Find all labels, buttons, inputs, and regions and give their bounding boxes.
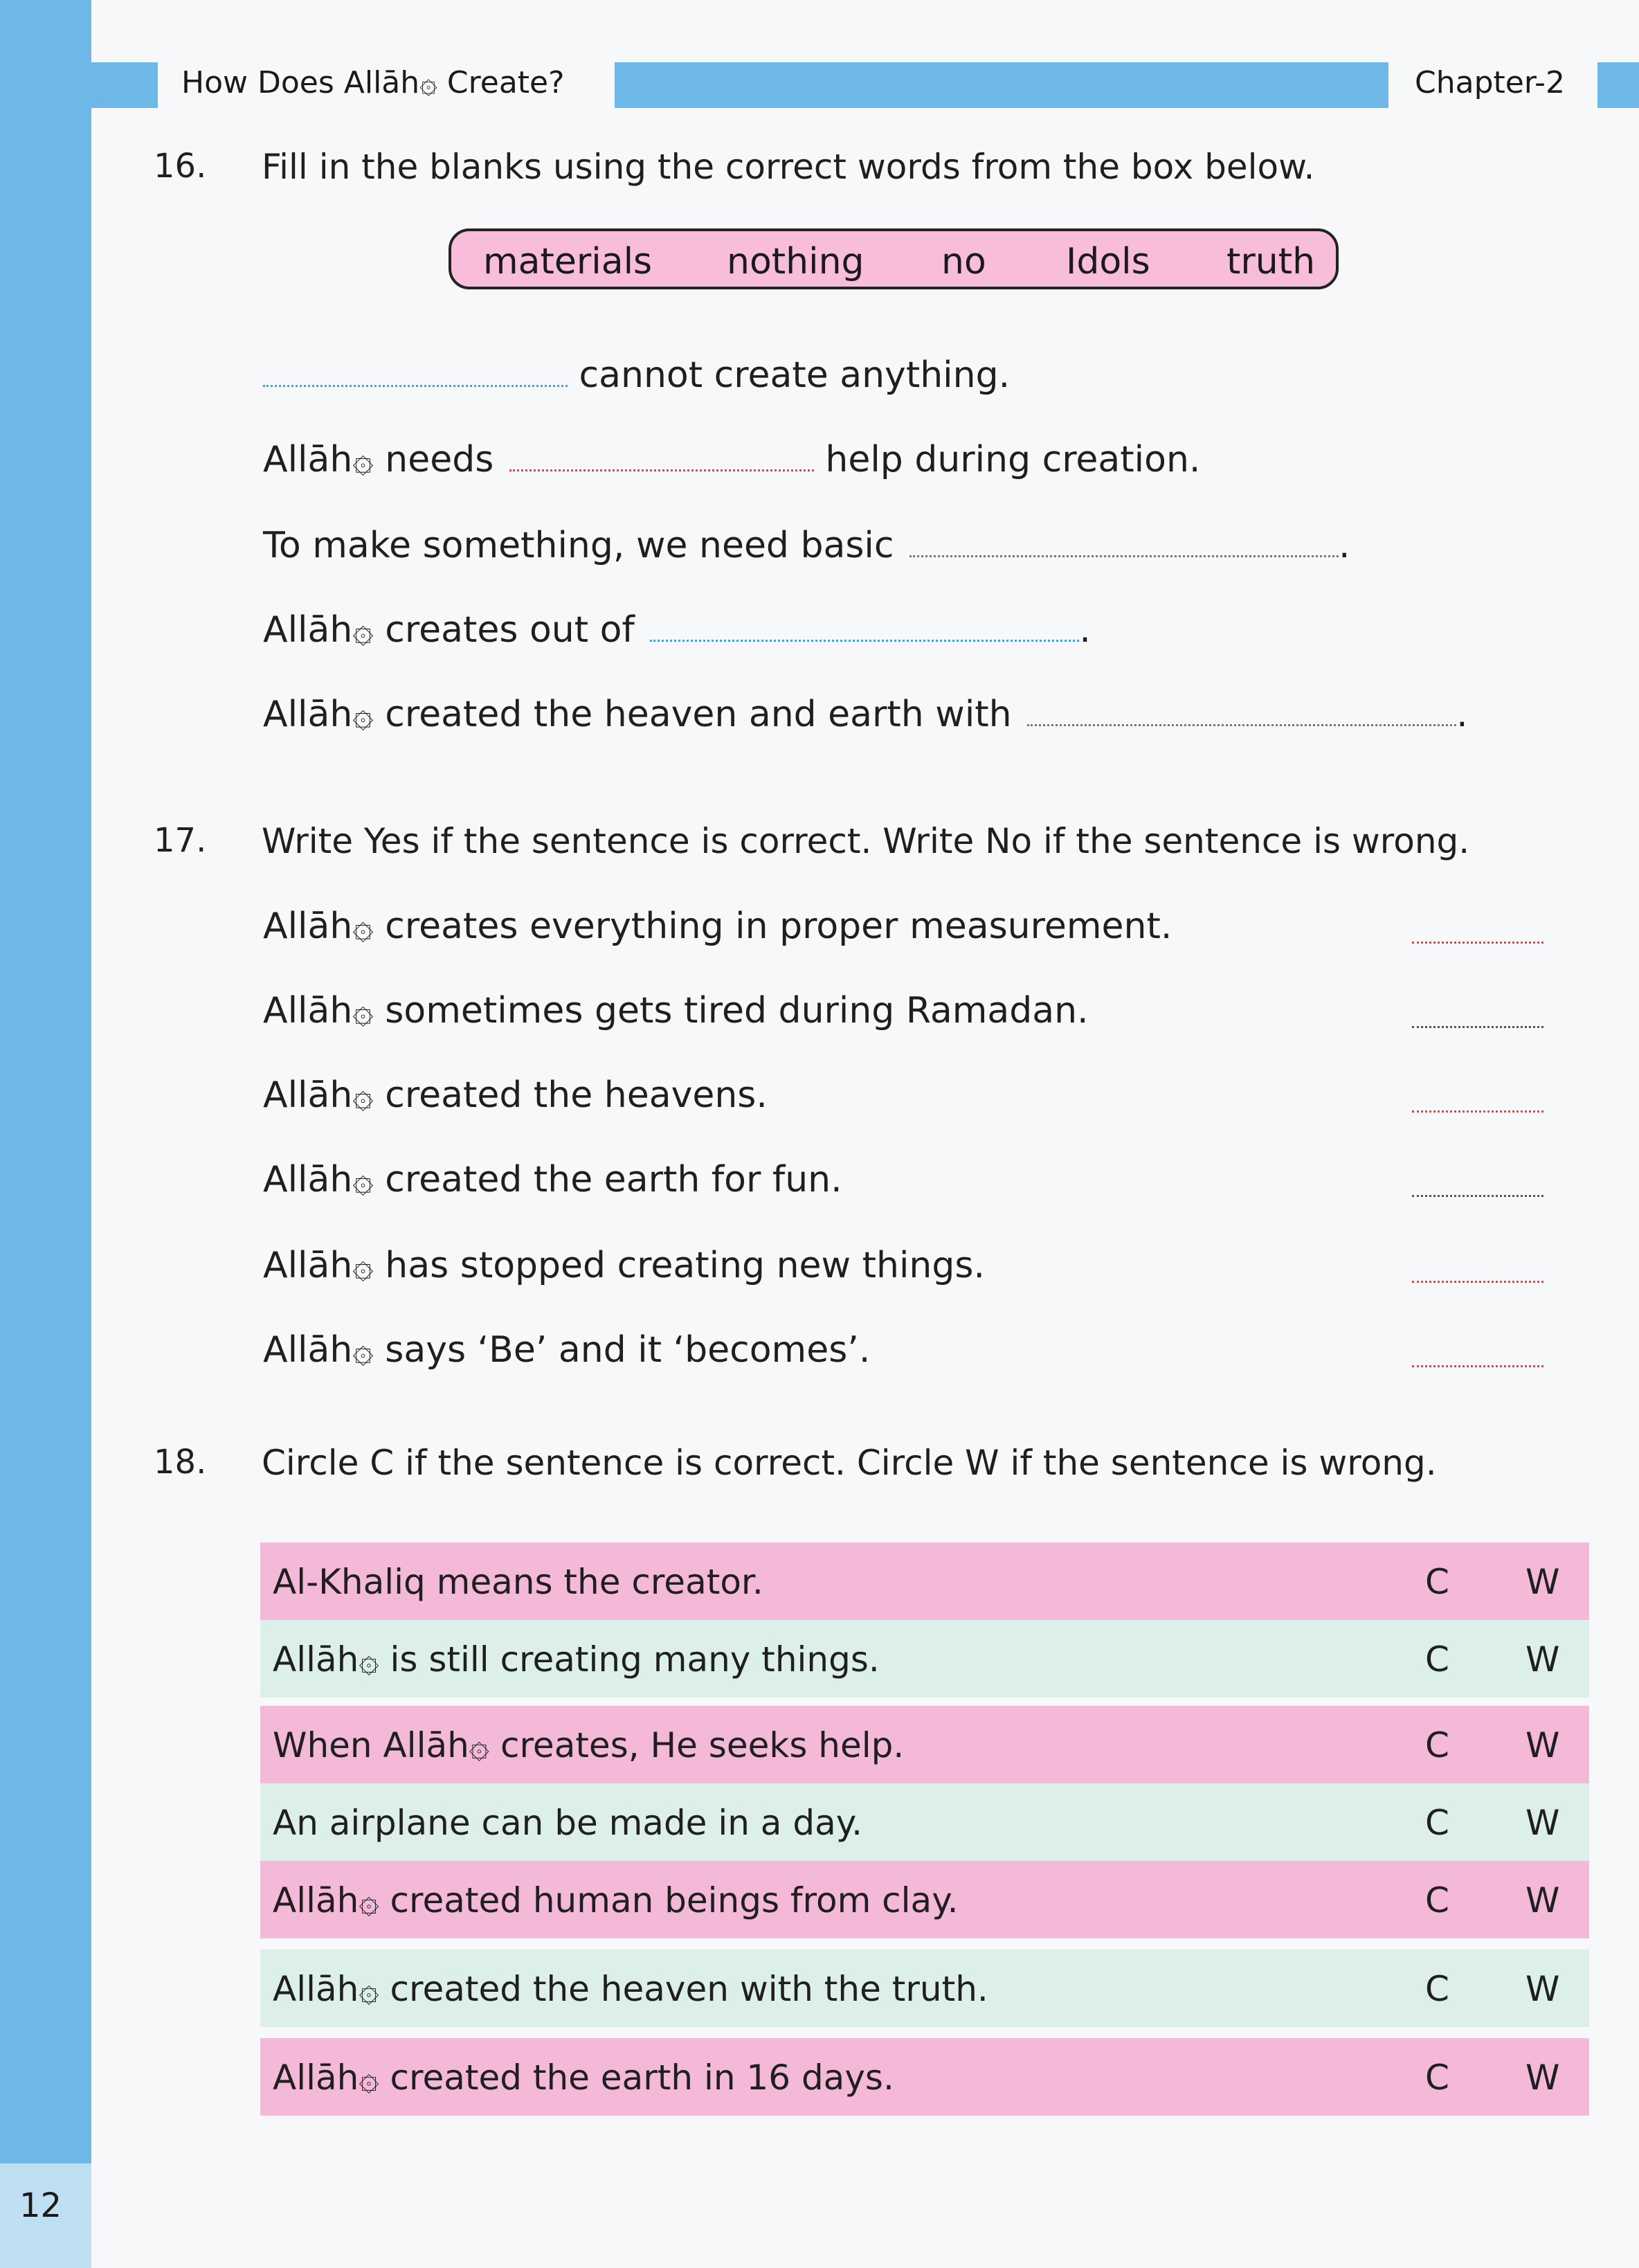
q18-row bbox=[260, 1706, 1589, 1783]
q16-line-4 bbox=[263, 609, 1091, 651]
option-c[interactable]: C bbox=[1425, 2058, 1449, 2098]
q16-line-3-after: . bbox=[1339, 525, 1350, 566]
answer-field[interactable] bbox=[1412, 1281, 1543, 1283]
q18-row-text: Allāh۞ is still creating many things. bbox=[273, 1639, 880, 1680]
option-c[interactable]: C bbox=[1425, 1725, 1449, 1765]
q16-line-2-before: Allāh۞ needs bbox=[263, 439, 494, 480]
q18-row-text: Allāh۞ created human beings from clay. bbox=[273, 1880, 959, 1920]
q18-row bbox=[260, 1783, 1589, 1861]
blank-field[interactable] bbox=[1027, 724, 1456, 726]
option-c[interactable]: C bbox=[1425, 1562, 1449, 1602]
answer-field[interactable] bbox=[1412, 1110, 1543, 1113]
q18-row bbox=[260, 1861, 1589, 1938]
q18-row-text: Allāh۞ created the heaven with the truth. bbox=[273, 1969, 988, 2009]
word-box bbox=[449, 228, 1339, 289]
word-no: no bbox=[941, 241, 986, 282]
option-c[interactable]: C bbox=[1425, 1969, 1449, 2009]
answer-field[interactable] bbox=[1412, 1195, 1543, 1197]
q16-line-2-after: help during creation. bbox=[825, 439, 1201, 480]
q16-line-4-after: . bbox=[1079, 609, 1091, 651]
word-materials: materials bbox=[483, 241, 653, 282]
option-w[interactable]: W bbox=[1525, 1639, 1560, 1680]
q16-instruction: Fill in the blanks using the correct words from the box below. bbox=[262, 147, 1315, 187]
option-c[interactable]: C bbox=[1425, 1639, 1449, 1680]
blank-field[interactable] bbox=[263, 385, 568, 387]
q16-line-1 bbox=[263, 354, 1010, 396]
answer-field[interactable] bbox=[1412, 942, 1543, 944]
left-margin-strip bbox=[0, 0, 91, 2268]
blank-field[interactable] bbox=[650, 640, 1079, 642]
q16-line-5-after: . bbox=[1456, 694, 1468, 735]
header-bar-right bbox=[1597, 62, 1639, 108]
word-idols: Idols bbox=[1066, 241, 1150, 282]
option-c[interactable]: C bbox=[1425, 1803, 1449, 1843]
q18-row bbox=[260, 2038, 1589, 2116]
q17-statement-2: Allāh۞ sometimes gets tired during Ramadan. bbox=[263, 990, 1089, 1032]
answer-field[interactable] bbox=[1412, 1365, 1543, 1367]
blank-field[interactable] bbox=[909, 555, 1339, 557]
q17-instruction: Write Yes if the sentence is correct. Write No if the sentence is wrong. bbox=[262, 821, 1470, 861]
q18-row-text: Al-Khaliq means the creator. bbox=[273, 1562, 763, 1602]
header-bar-left bbox=[91, 62, 158, 108]
option-w[interactable]: W bbox=[1525, 1562, 1560, 1602]
option-c[interactable]: C bbox=[1425, 1880, 1449, 1920]
word-nothing: nothing bbox=[727, 241, 864, 282]
q16-line-4-before: Allāh۞ creates out of bbox=[263, 609, 635, 651]
q18-row bbox=[260, 1950, 1589, 2027]
option-w[interactable]: W bbox=[1525, 1725, 1560, 1765]
q18-row bbox=[260, 1542, 1589, 1620]
header-title: How Does Allāh۞ Create? bbox=[181, 65, 565, 100]
q16-line-1-after: cannot create anything. bbox=[579, 354, 1011, 396]
q17-statement-3: Allāh۞ created the heavens. bbox=[263, 1074, 768, 1116]
q16-line-5-before: Allāh۞ created the heaven and earth with bbox=[263, 694, 1012, 735]
page-number: 12 bbox=[19, 2186, 62, 2225]
q17-statement-1: Allāh۞ creates everything in proper measurement. bbox=[263, 906, 1172, 947]
q16-line-3-before: To make something, we need basic bbox=[263, 525, 894, 566]
option-w[interactable]: W bbox=[1525, 1803, 1560, 1843]
q17-statement-5: Allāh۞ has stopped creating new things. bbox=[263, 1245, 985, 1286]
option-w[interactable]: W bbox=[1525, 2058, 1560, 2098]
q18-row-text: When Allāh۞ creates, He seeks help. bbox=[273, 1725, 905, 1765]
q16-line-2 bbox=[263, 439, 1200, 480]
option-w[interactable]: W bbox=[1525, 1880, 1560, 1920]
option-w[interactable]: W bbox=[1525, 1969, 1560, 2009]
q17-number: 17. bbox=[154, 821, 207, 860]
q18-instruction: Circle C if the sentence is correct. Circle W if the sentence is wrong. bbox=[262, 1443, 1437, 1483]
q16-line-5 bbox=[263, 694, 1468, 735]
q17-statement-6: Allāh۞ says ‘Be’ and it ‘becomes’. bbox=[263, 1329, 871, 1371]
q18-number: 18. bbox=[154, 1443, 207, 1482]
q16-line-3 bbox=[263, 525, 1350, 566]
answer-field[interactable] bbox=[1412, 1026, 1543, 1028]
header-bar-middle bbox=[615, 62, 1388, 108]
q18-row bbox=[260, 1620, 1589, 1698]
q18-row-text: An airplane can be made in a day. bbox=[273, 1803, 863, 1843]
q16-number: 16. bbox=[154, 147, 207, 186]
q18-row-text: Allāh۞ created the earth in 16 days. bbox=[273, 2058, 894, 2098]
blank-field[interactable] bbox=[509, 469, 814, 471]
word-truth: truth bbox=[1226, 241, 1316, 282]
q17-statement-4: Allāh۞ created the earth for fun. bbox=[263, 1159, 842, 1200]
header-chapter: Chapter-2 bbox=[1415, 65, 1565, 100]
